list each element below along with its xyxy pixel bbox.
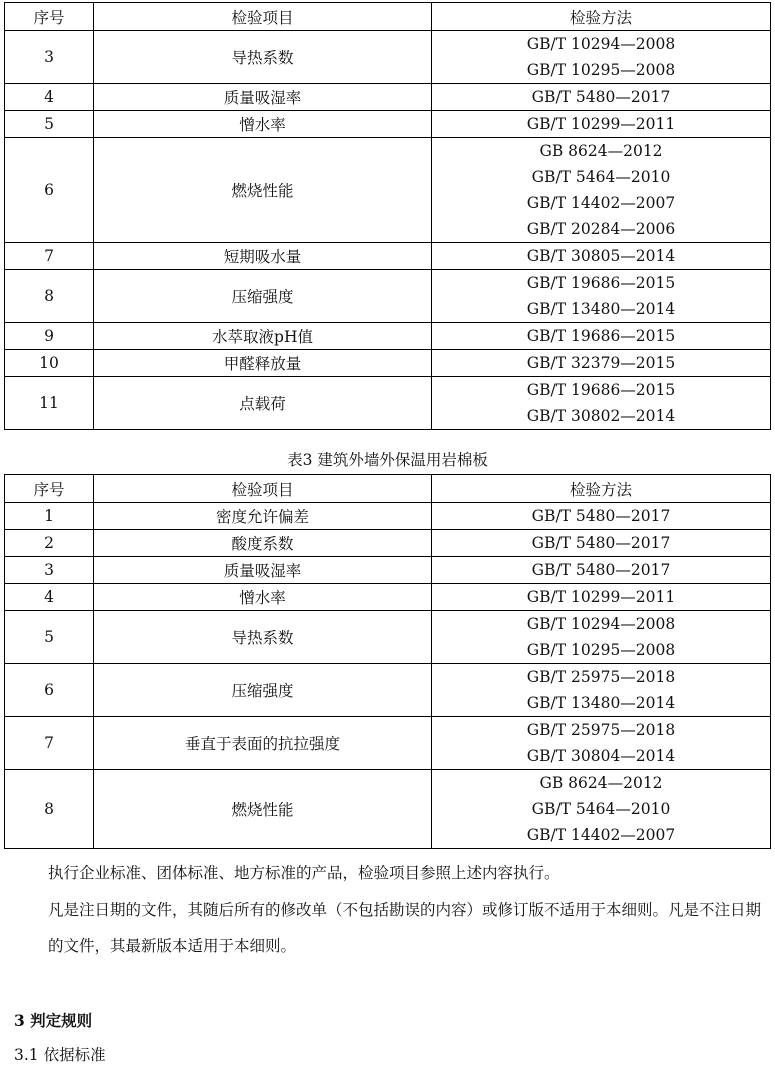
test-methods (432, 138, 771, 243)
table-row (5, 138, 771, 243)
test-method-standard: GB/T 19686—2015 (526, 274, 676, 292)
test-item: 酸度系数 (94, 530, 432, 557)
table-3-header (5, 475, 771, 503)
test-method-standard: GB/T 20284—2006 (526, 220, 676, 238)
test-methods (432, 611, 771, 664)
test-method-standard: GB/T 10294—2008 (526, 615, 676, 633)
table-row (5, 84, 771, 111)
paragraph-text: 执行企业标准、团体标准、地方标准的产品，检验项目参照上述内容执行。 (48, 864, 560, 882)
test-methods (432, 770, 771, 849)
table-row (5, 111, 771, 138)
test-method-standard: GB/T 5480—2017 (531, 88, 671, 106)
table-row (5, 243, 771, 270)
test-item: 导热系数 (94, 31, 432, 84)
header-method: 检验方法 (432, 475, 771, 503)
test-method-standard: GB/T 5464—2010 (531, 168, 671, 186)
header-no: 序号 (5, 475, 94, 503)
test-method-standard: GB/T 5480—2017 (531, 534, 671, 552)
subsection-heading: 3.1 依据标准 (14, 1046, 106, 1064)
row-number: 4 (5, 84, 94, 111)
table-2-body (5, 31, 771, 430)
table-row (5, 557, 771, 584)
test-method-standard: GB/T 10299—2011 (526, 588, 676, 606)
row-number: 1 (5, 503, 94, 530)
test-item: 压缩强度 (94, 664, 432, 717)
test-method-standard: GB/T 5480—2017 (531, 507, 671, 525)
row-number: 11 (5, 377, 94, 430)
header-item: 检验项目 (94, 475, 432, 503)
test-methods (432, 111, 771, 138)
test-methods (432, 503, 771, 530)
table-row (5, 31, 771, 84)
header-row (5, 475, 771, 503)
test-methods (432, 323, 771, 350)
row-number: 2 (5, 530, 94, 557)
test-methods (432, 717, 771, 770)
test-methods (432, 557, 771, 584)
row-number: 8 (5, 270, 94, 323)
test-methods (432, 350, 771, 377)
row-number: 7 (5, 717, 94, 770)
test-method-standard: GB/T 19686—2015 (526, 327, 676, 345)
table-row (5, 770, 771, 849)
test-item: 垂直于表面的抗拉强度 (94, 717, 432, 770)
test-method-standard: GB/T 13480—2014 (526, 300, 676, 318)
test-item: 甲醛释放量 (94, 350, 432, 377)
row-number: 3 (5, 31, 94, 84)
test-methods (432, 84, 771, 111)
test-method-standard: GB/T 30802—2014 (526, 407, 676, 425)
header-item: 检验项目 (94, 3, 432, 31)
paragraph-text: 凡是注日期的文件，其随后所有的修改单（不包括勘误的内容）或修订版不适用于本细则。凡是不注日期的文件，其最新版本适用于本细则。 (48, 901, 762, 955)
test-item: 短期吸水量 (94, 243, 432, 270)
row-number: 6 (5, 664, 94, 717)
test-method-standard: GB 8624—2012 (539, 774, 663, 792)
table-3-body (5, 503, 771, 849)
row-number: 4 (5, 584, 94, 611)
table-row (5, 270, 771, 323)
test-item: 密度允许偏差 (94, 503, 432, 530)
row-number: 9 (5, 323, 94, 350)
test-item: 憎水率 (94, 584, 432, 611)
table-2-header (5, 3, 771, 31)
test-method-standard: GB/T 10295—2008 (526, 61, 676, 79)
test-item: 点载荷 (94, 377, 432, 430)
test-method-standard: GB/T 25975—2018 (526, 721, 676, 739)
test-method-standard: GB/T 5480—2017 (531, 561, 671, 579)
test-method-standard: GB/T 13480—2014 (526, 694, 676, 712)
section-heading: 3 判定规则 (14, 1011, 93, 1030)
test-item: 导热系数 (94, 611, 432, 664)
row-number: 5 (5, 111, 94, 138)
row-number: 6 (5, 138, 94, 243)
test-item: 压缩强度 (94, 270, 432, 323)
test-item: 燃烧性能 (94, 770, 432, 849)
test-method-standard: GB/T 14402—2007 (526, 826, 676, 844)
header-no: 序号 (5, 3, 94, 31)
test-method-standard: GB/T 14402—2007 (526, 194, 676, 212)
test-item: 质量吸湿率 (94, 84, 432, 111)
test-methods (432, 377, 771, 430)
test-methods (432, 243, 771, 270)
row-number: 7 (5, 243, 94, 270)
row-number: 5 (5, 611, 94, 664)
test-method-standard: GB/T 30805—2014 (526, 247, 676, 265)
table-3-caption: 表3 建筑外墙外保温用岩棉板 (287, 451, 488, 469)
table-row (5, 503, 771, 530)
test-item: 质量吸湿率 (94, 557, 432, 584)
table-3 (4, 474, 771, 849)
paragraph-scope (14, 855, 772, 891)
header-method: 检验方法 (432, 3, 771, 31)
test-method-standard: GB/T 10299—2011 (526, 115, 676, 133)
test-item: 憎水率 (94, 111, 432, 138)
test-methods (432, 664, 771, 717)
table-row (5, 530, 771, 557)
header-row (5, 3, 771, 31)
test-methods (432, 31, 771, 84)
paragraph-dated-references (14, 892, 772, 964)
test-method-standard: GB/T 5464—2010 (531, 800, 671, 818)
test-item: 水萃取液pH值 (94, 323, 432, 350)
test-method-standard: GB 8624—2012 (539, 142, 663, 160)
test-method-standard: GB/T 32379—2015 (526, 354, 676, 372)
table-row (5, 377, 771, 430)
test-methods (432, 530, 771, 557)
test-methods (432, 584, 771, 611)
test-method-standard: GB/T 10295—2008 (526, 641, 676, 659)
test-method-standard: GB/T 25975—2018 (526, 668, 676, 686)
table-row (5, 350, 771, 377)
test-method-standard: GB/T 19686—2015 (526, 381, 676, 399)
table-row (5, 611, 771, 664)
test-methods (432, 270, 771, 323)
row-number: 8 (5, 770, 94, 849)
test-item: 燃烧性能 (94, 138, 432, 243)
table-row (5, 584, 771, 611)
table-row (5, 717, 771, 770)
row-number: 3 (5, 557, 94, 584)
table-row (5, 323, 771, 350)
table-2-continued (4, 2, 771, 430)
test-method-standard: GB/T 30804—2014 (526, 747, 676, 765)
table-row (5, 664, 771, 717)
row-number: 10 (5, 350, 94, 377)
test-method-standard: GB/T 10294—2008 (526, 35, 676, 53)
